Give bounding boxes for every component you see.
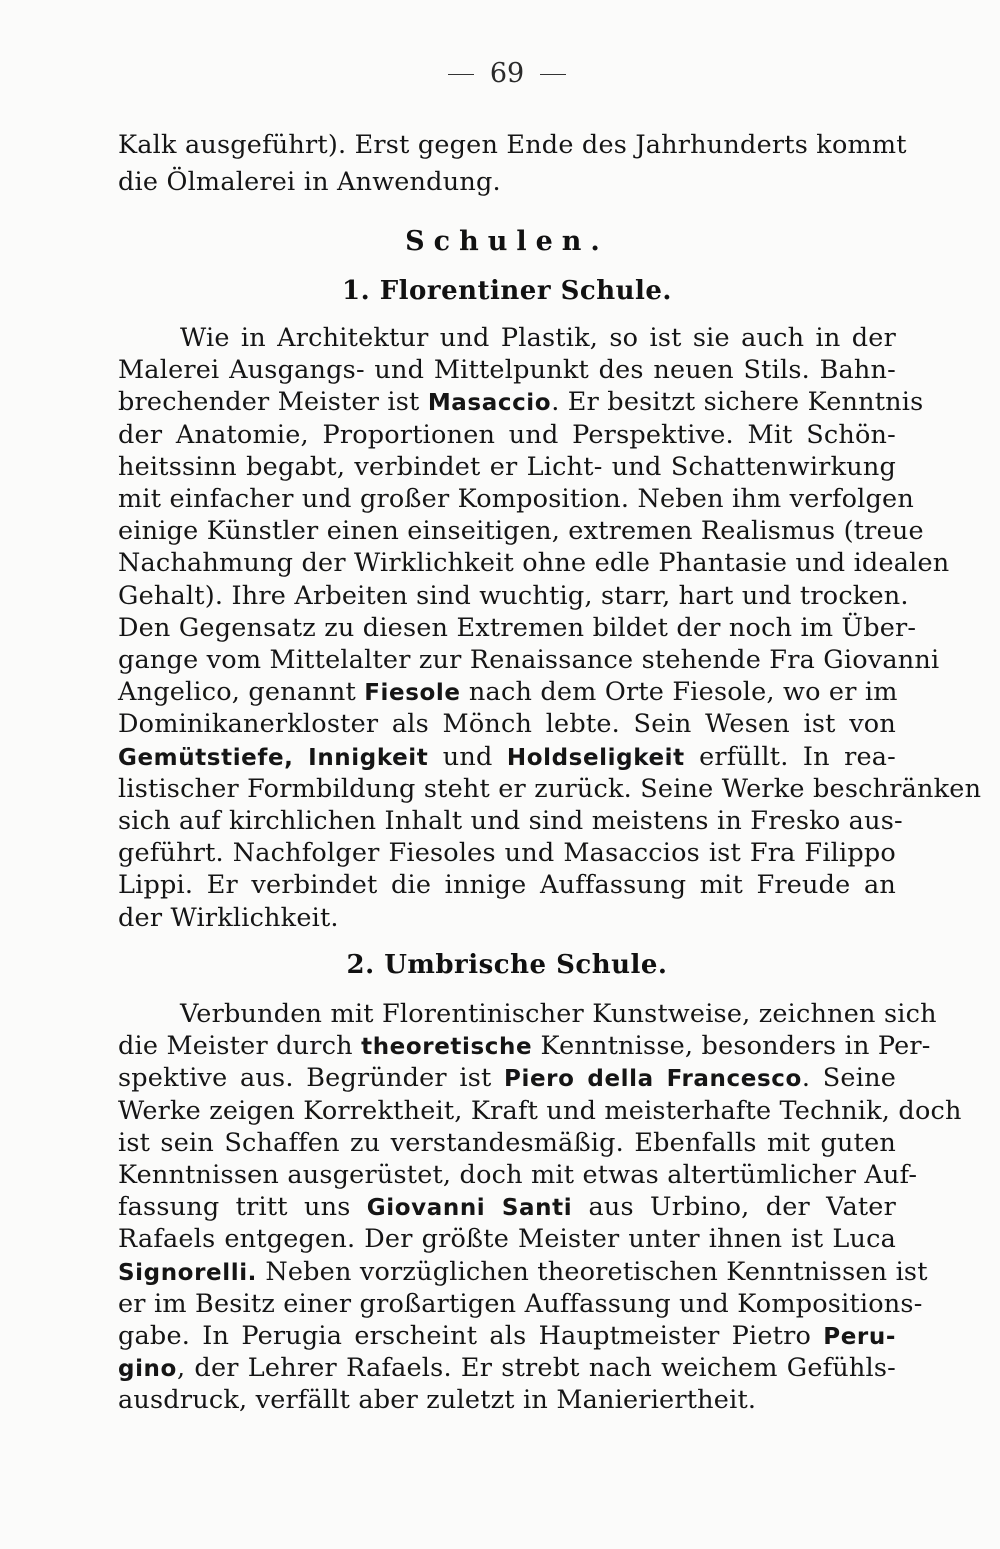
text-run: nach dem Orte Fiesole, wo er im <box>460 677 898 708</box>
text-line <box>118 1160 918 1190</box>
text-line: Kalk ausgeführt). Erst gegen Ende des Jahrhunderts kommt <box>118 130 907 160</box>
text-run: Verbunden mit Florentinischer Kunstweise, zeichnen sich <box>180 999 937 1029</box>
text-run: . Seine <box>801 1063 896 1094</box>
emphasized-name: Fiesole <box>364 680 461 707</box>
text-line <box>118 806 903 836</box>
text-run: Lippi. Er verbindet die innige Auffassung mit Freude an <box>118 870 896 901</box>
emphasized-name: Masaccio <box>427 390 552 417</box>
text-line <box>118 1385 896 1415</box>
text-run: spektive aus. Begründer ist <box>118 1063 505 1094</box>
text-run: Neben vorzüglichen theoretischen Kenntnissen ist <box>257 1256 928 1287</box>
text-run: einige Künstler einen einseitigen, extremen Realismus (treue <box>118 516 924 547</box>
text-run: Malerei Ausgangs- und Mittelpunkt des neuen Stils. Bahn- <box>118 355 896 386</box>
text-run: Werke zeigen Korrektheit, Kraft und meisterhafte Technik, doch <box>118 1095 962 1126</box>
text-line <box>118 387 924 418</box>
text-line <box>118 1031 931 1062</box>
text-line <box>118 1224 896 1254</box>
text-line <box>118 516 924 547</box>
text-line <box>118 1095 962 1126</box>
text-run: heitssinn begabt, verbindet er Licht- und Schattenwirkung <box>118 451 896 482</box>
folio-dash-left <box>448 74 474 75</box>
text-run: gange vom Mittelalter zur Renaissance stehende Fra Giovanni <box>118 645 940 675</box>
section-heading-umbrian: 2. Umbrische Schule. <box>346 950 668 980</box>
text-run: Gehalt). Ihre Arbeiten sind wuchtig, starr, hart und trocken. <box>118 580 909 611</box>
text-run: sich auf kirchlichen Inhalt und sind meistens in Fresko aus- <box>118 806 903 836</box>
emphasized-name: Gemütstiefe, Innigkeit <box>118 744 429 771</box>
page-number-value: 69 <box>489 58 525 89</box>
emphasized-name: Holdseligkeit <box>506 744 685 771</box>
text-line <box>118 903 896 933</box>
text-line <box>118 645 940 675</box>
section-heading-florentine: 1. Florentiner Schule. <box>342 276 672 306</box>
text-line <box>118 1288 923 1319</box>
text-run: mit einfacher und großer Komposition. Neben ihm verfolgen <box>118 484 914 514</box>
text-line <box>118 355 896 385</box>
text-line <box>118 1063 896 1094</box>
page-number <box>118 58 896 89</box>
text-run: geführt. Nachfolger Fiesoles und Masaccios ist Fra Filippo <box>118 838 896 869</box>
text-run: aus Urbino, der Vater <box>572 1192 896 1223</box>
text-line <box>118 773 982 804</box>
text-run: , der Lehrer Rafaels. Er strebt nach weichem Gefühls- <box>176 1353 896 1384</box>
text-run: Rafaels entgegen. Der größte Meister unter ihnen ist Luca <box>118 1224 896 1255</box>
emphasized-name: Giovanni Santi <box>366 1195 573 1222</box>
text-run: ausdruck, verfällt aber zuletzt in Manieriertheit. <box>118 1385 757 1416</box>
text-run: und <box>428 741 507 772</box>
text-line <box>118 323 896 353</box>
text-line <box>118 838 896 868</box>
emphasized-name: Signorelli. <box>118 1259 258 1286</box>
text-run: . Er besitzt sichere Kenntnis <box>551 387 924 418</box>
text-line <box>118 484 914 514</box>
text-line <box>118 677 896 708</box>
text-line <box>118 742 896 773</box>
text-run: Den Gegensatz zu diesen Extremen bildet der noch im Über- <box>118 612 917 643</box>
text-line <box>118 1256 928 1288</box>
text-line <box>118 1353 896 1384</box>
text-line <box>118 612 917 643</box>
text-run: die Meister durch <box>118 1031 362 1062</box>
chapter-heading: Schulen. <box>405 226 609 257</box>
text-line <box>118 452 896 482</box>
emphasized-name: Peru- <box>823 1324 896 1350</box>
text-run: Kenntnissen ausgerüstet, doch mit etwas altertümlicher Auf- <box>118 1160 918 1190</box>
text-line <box>118 709 896 739</box>
text-line <box>118 1321 896 1352</box>
emphasized-name: gino <box>118 1356 177 1383</box>
text-line <box>118 999 937 1029</box>
text-line <box>118 870 896 900</box>
emphasized-name: theoretische <box>361 1034 533 1061</box>
text-run: Nachahmung der Wirklichkeit ohne edle Phantasie und idealen <box>118 548 950 579</box>
text-line <box>118 580 909 611</box>
text-run: Wie in Architektur und Plastik, so ist sie auch in der <box>180 323 896 353</box>
text-line: die Ölmalerei in Anwendung. <box>118 167 501 197</box>
text-run: der Anatomie, Proportionen und Perspektive. Mit Schön- <box>118 419 896 450</box>
text-run: gabe. In Perugia erscheint als Hauptmeister Pietro <box>118 1321 824 1351</box>
text-run: Angelico, genannt <box>118 677 365 708</box>
text-run: erfüllt. In rea- <box>684 741 897 772</box>
text-run: brechender Meister ist <box>118 387 428 418</box>
text-line <box>118 1192 896 1223</box>
text-run: ist sein Schaffen zu verstandesmäßig. Ebenfalls mit guten <box>118 1127 896 1158</box>
text-line <box>118 420 896 450</box>
text-line <box>118 1128 896 1158</box>
text-run: Kenntnisse, besonders in Per- <box>532 1031 931 1062</box>
text-line <box>118 548 950 579</box>
emphasized-name: Piero della Francesco <box>504 1066 802 1093</box>
text-run: fassung tritt uns <box>118 1192 367 1223</box>
text-run: der Wirklichkeit. <box>118 902 339 933</box>
folio-dash-right <box>540 74 566 75</box>
text-run: er im Besitz einer großartigen Auffassung und Kompositions- <box>118 1288 923 1319</box>
text-run: Dominikanerkloster als Mönch lebte. Sein Wesen ist von <box>118 709 896 740</box>
text-run: listischer Formbildung steht er zurück. Seine Werke beschränken <box>118 773 982 804</box>
